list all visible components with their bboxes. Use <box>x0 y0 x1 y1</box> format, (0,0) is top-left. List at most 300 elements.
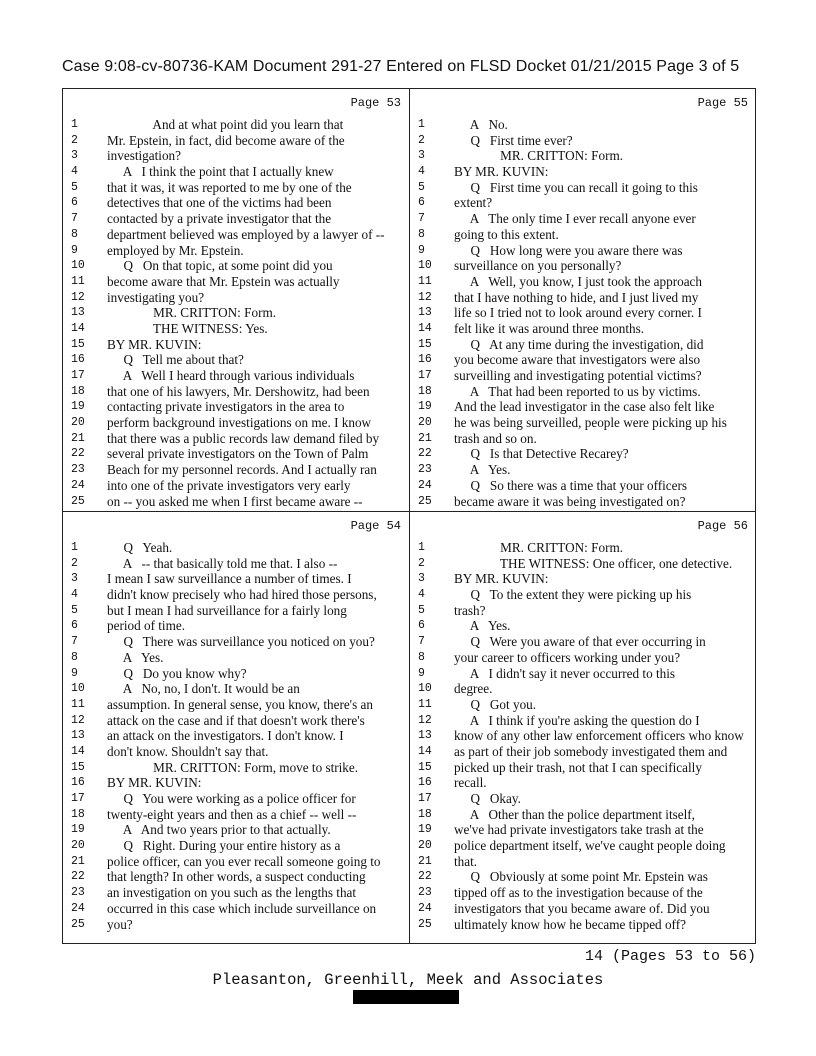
transcript-line <box>63 869 409 885</box>
line-text: Q First time you can recall it going to this <box>454 179 698 195</box>
line-number: 20 <box>418 416 432 430</box>
transcript-line <box>410 666 756 682</box>
transcript-line <box>410 290 756 306</box>
line-text: A I think if you're asking the question do I <box>454 712 700 728</box>
transcript-line <box>410 681 756 697</box>
line-text: A That had been reported to us by victims. <box>454 383 701 399</box>
court-reporter-firm: Pleasanton, Greenhill, Meek and Associates <box>212 971 604 989</box>
line-number: 23 <box>71 886 85 900</box>
line-text: And the lead investigator in the case also felt like <box>454 399 715 415</box>
transcript-line <box>410 305 756 321</box>
line-text: Q You were working as a police officer for <box>107 791 356 806</box>
transcript-line <box>63 744 409 760</box>
line-number: 8 <box>418 650 425 664</box>
transcript-line <box>410 838 756 854</box>
line-text: an attack on the investigators. I don't know. I <box>107 728 344 744</box>
line-number: 11 <box>418 697 432 711</box>
line-text: MR. CRITTON: Form. <box>454 148 624 164</box>
line-text: as part of their job somebody investigated them and <box>454 743 728 759</box>
transcript-line <box>410 571 756 587</box>
line-text: Q At any time during the investigation, did <box>454 336 704 352</box>
transcript-line <box>410 556 756 572</box>
line-text: A Other than the police department itself, <box>454 806 695 822</box>
transcript-line <box>410 603 756 619</box>
line-number: 19 <box>71 823 85 837</box>
transcript-line <box>63 650 409 666</box>
line-number: 7 <box>71 212 78 226</box>
line-text: A -- that basically told me that. I also -- <box>107 555 338 571</box>
line-text: didn't know precisely who had hired those persons, <box>107 587 377 603</box>
line-text: BY MR. KUVIN: <box>454 164 549 180</box>
line-text: Q Yeah. <box>107 540 173 555</box>
transcript-line <box>63 478 409 494</box>
line-number: 10 <box>418 259 432 273</box>
line-number: 1 <box>418 541 425 554</box>
line-number: 22 <box>71 870 85 884</box>
line-text: felt like it was around three months. <box>454 320 645 336</box>
line-number: 24 <box>418 478 432 492</box>
line-number: 4 <box>71 165 78 179</box>
line-text: police officer, can you ever recall someone going to <box>107 853 381 869</box>
line-text: Mr. Epstein, in fact, did become aware of the <box>107 132 345 148</box>
line-text: Q So there was a time that your officers <box>454 477 688 493</box>
line-number: 12 <box>71 713 85 727</box>
transcript-line <box>410 728 756 744</box>
line-number: 23 <box>418 886 432 900</box>
transcript-line <box>410 227 756 243</box>
line-number: 5 <box>418 603 425 617</box>
line-number: 17 <box>71 369 85 382</box>
line-number: 11 <box>71 274 85 288</box>
line-text: THE WITNESS: Yes. <box>107 320 268 336</box>
line-number: 25 <box>418 494 432 508</box>
line-number: 5 <box>418 180 425 194</box>
transcript-line <box>63 728 409 744</box>
transcript-line <box>410 384 756 400</box>
transcript-line <box>63 431 409 447</box>
line-text: perform background investigations on me. I know <box>107 415 372 431</box>
transcript-line <box>63 556 409 572</box>
line-number: 20 <box>418 839 432 853</box>
line-text: don't know. Shouldn't say that. <box>107 743 269 759</box>
line-text: A I think the point that I actually knew <box>107 164 334 180</box>
line-text: Q Got you. <box>454 696 537 712</box>
line-text: Q Right. During your entire history as a <box>107 838 341 854</box>
line-text: contacting private investigators in the area to <box>107 399 345 415</box>
line-number: 16 <box>418 776 432 790</box>
line-text: tipped off as to the investigation because of the <box>454 885 703 901</box>
line-text: investigators that you became aware of. Did you <box>454 900 710 916</box>
line-text: And at what point did you learn that <box>107 117 344 132</box>
line-text: Q Were you aware of that ever occurring in <box>454 634 706 650</box>
page-number: Page 54 <box>350 519 401 533</box>
transcript-line <box>410 854 756 870</box>
transcript-lines <box>410 117 756 509</box>
line-text: trash and so on. <box>454 430 537 446</box>
line-number: 3 <box>71 149 78 163</box>
line-number: 23 <box>71 463 85 477</box>
transcript-line <box>63 917 409 933</box>
line-number: 6 <box>418 619 425 633</box>
transcript-line <box>410 446 756 462</box>
transcript-line <box>410 352 756 368</box>
line-number: 17 <box>418 369 432 382</box>
transcript-line <box>63 384 409 400</box>
line-text: BY MR. KUVIN: <box>107 775 202 791</box>
line-number: 24 <box>418 901 432 915</box>
line-text: A Yes. <box>454 618 511 634</box>
line-number: 6 <box>71 196 78 210</box>
line-text: employed by Mr. Epstein. <box>107 242 244 258</box>
transcript-line <box>410 540 756 556</box>
line-text: Q Okay. <box>454 791 521 806</box>
line-number: 8 <box>71 227 78 241</box>
transcript-line <box>63 791 409 807</box>
line-text: investigating you? <box>107 289 205 305</box>
line-number: 2 <box>418 556 425 570</box>
page-number: Page 53 <box>350 96 401 110</box>
transcript-line <box>63 666 409 682</box>
line-number: 15 <box>418 337 432 351</box>
line-text: department believed was employed by a lawyer of -- <box>107 226 385 242</box>
transcript-line <box>410 148 756 164</box>
line-number: 18 <box>418 807 432 821</box>
line-number: 13 <box>418 306 432 320</box>
line-number: 17 <box>418 792 432 805</box>
line-text: surveilling and investigating potential victims? <box>454 368 702 383</box>
line-text: know of any other law enforcement officers who know <box>454 728 744 744</box>
line-text: recall. <box>454 775 487 791</box>
line-text: that there was a public records law demand filed by <box>107 430 380 446</box>
line-number: 16 <box>71 353 85 367</box>
transcript-line <box>410 760 756 776</box>
page-range: 14 (Pages 53 to 56) <box>584 948 756 965</box>
transcript-lines <box>410 540 756 932</box>
line-number: 15 <box>418 760 432 774</box>
transcript-line <box>63 901 409 917</box>
line-text: an investigation on you such as the lengths that <box>107 885 357 901</box>
transcript-grid <box>62 88 756 944</box>
line-text: that length? In other words, a suspect conducting <box>107 869 366 885</box>
line-text: Beach for my personnel records. And I actually ran <box>107 462 377 478</box>
line-number: 6 <box>418 196 425 210</box>
line-number: 3 <box>418 149 425 163</box>
transcript-line <box>63 760 409 776</box>
line-text: you become aware that investigators were also <box>454 352 701 368</box>
line-number: 2 <box>71 556 78 570</box>
transcript-lines <box>63 117 409 509</box>
transcript-line <box>63 634 409 650</box>
transcript-line <box>63 494 409 510</box>
line-number: 4 <box>71 588 78 602</box>
line-number: 1 <box>71 541 78 554</box>
line-number: 24 <box>71 901 85 915</box>
line-text: that one of his lawyers, Mr. Dershowitz, had been <box>107 383 370 399</box>
line-number: 15 <box>71 760 85 774</box>
transcript-line <box>410 195 756 211</box>
line-number: 25 <box>418 917 432 931</box>
transcript-line <box>63 148 409 164</box>
line-text: that. <box>454 853 478 869</box>
line-number: 21 <box>71 431 85 445</box>
line-text: Q To the extent they were picking up his <box>454 587 692 603</box>
transcript-line <box>410 869 756 885</box>
transcript-line <box>63 854 409 870</box>
line-number: 7 <box>418 635 425 649</box>
line-number: 16 <box>418 353 432 367</box>
transcript-page <box>63 512 409 934</box>
line-text: A No. <box>454 117 508 132</box>
line-number: 4 <box>418 588 425 602</box>
line-number: 19 <box>71 400 85 414</box>
transcript-line <box>63 274 409 290</box>
transcript-line <box>63 462 409 478</box>
line-text: occurred in this case which include surveillance on <box>107 900 377 916</box>
line-number: 12 <box>71 290 85 304</box>
line-text: MR. CRITTON: Form. <box>107 305 277 321</box>
line-text: Q There was surveillance you noticed on you? <box>107 634 375 650</box>
line-text: attack on the case and if that doesn't work there's <box>107 712 365 728</box>
transcript-line <box>410 478 756 494</box>
transcript-line <box>63 133 409 149</box>
transcript-lines <box>63 540 409 932</box>
line-number: 3 <box>418 572 425 586</box>
line-number: 2 <box>71 133 78 147</box>
transcript-line <box>410 321 756 337</box>
line-text: contacted by a private investigator that the <box>107 211 332 227</box>
line-number: 2 <box>418 133 425 147</box>
transcript-line <box>63 807 409 823</box>
transcript-line <box>63 227 409 243</box>
transcript-line <box>63 822 409 838</box>
transcript-line <box>410 744 756 760</box>
line-text: Q On that topic, at some point did you <box>107 258 333 274</box>
transcript-line <box>63 587 409 603</box>
line-number: 23 <box>418 463 432 477</box>
transcript-line <box>410 901 756 917</box>
transcript-line <box>63 415 409 431</box>
transcript-line <box>410 164 756 180</box>
line-text: investigation? <box>107 148 181 164</box>
line-number: 9 <box>418 666 425 680</box>
transcript-line <box>410 258 756 274</box>
transcript-line <box>410 791 756 807</box>
line-number: 9 <box>71 243 78 257</box>
line-number: 20 <box>71 839 85 853</box>
line-text: on -- you asked me when I first became aware -- <box>107 493 363 509</box>
transcript-line <box>63 305 409 321</box>
line-text: police department itself, we've caught people doing <box>454 838 726 854</box>
line-text: degree. <box>454 681 493 697</box>
line-number: 9 <box>71 666 78 680</box>
line-text: surveillance on you personally? <box>454 258 622 274</box>
line-text: A And two years prior to that actually. <box>107 822 331 838</box>
line-text: Q Is that Detective Recarey? <box>454 446 629 462</box>
transcript-line <box>410 368 756 384</box>
line-number: 5 <box>71 603 78 617</box>
line-number: 5 <box>71 180 78 194</box>
line-number: 7 <box>418 212 425 226</box>
line-number: 8 <box>71 650 78 664</box>
line-text: MR. CRITTON: Form. <box>454 540 624 555</box>
transcript-line <box>410 618 756 634</box>
transcript-line <box>410 462 756 478</box>
line-text: BY MR. KUVIN: <box>454 571 549 587</box>
line-number: 25 <box>71 917 85 931</box>
transcript-line <box>63 243 409 259</box>
line-number: 4 <box>418 165 425 179</box>
transcript-line <box>63 775 409 791</box>
line-number: 25 <box>71 494 85 508</box>
transcript-line <box>63 352 409 368</box>
line-number: 21 <box>418 854 432 868</box>
transcript-line <box>410 399 756 415</box>
line-text: I mean I saw surveillance a number of times. I <box>107 571 352 587</box>
line-text: A I didn't say it never occurred to this <box>454 665 676 681</box>
line-number: 8 <box>418 227 425 241</box>
line-text: period of time. <box>107 618 186 634</box>
transcript-line <box>63 195 409 211</box>
transcript-line <box>410 243 756 259</box>
line-text: life so I tried not to look around every corner. I <box>454 305 702 321</box>
line-text: Q How long were you aware there was <box>454 242 683 258</box>
transcript-line <box>63 446 409 462</box>
line-number: 18 <box>418 384 432 398</box>
line-text: extent? <box>454 195 493 211</box>
line-number: 11 <box>71 697 85 711</box>
line-number: 13 <box>71 729 85 743</box>
case-header: Case 9:08-cv-80736-KAM Document 291-27 Entered on FLSD Docket 01/21/2015 Page 3 of 5 <box>62 58 740 75</box>
line-text: trash? <box>454 602 486 618</box>
line-number: 14 <box>71 321 85 335</box>
transcript-page <box>63 89 409 511</box>
line-text: ultimately know how he became tipped off? <box>454 916 686 932</box>
line-text: that it was, it was reported to me by one of the <box>107 179 352 195</box>
line-number: 14 <box>418 321 432 335</box>
line-text: into one of the private investigators very early <box>107 477 351 493</box>
transcript-line <box>410 133 756 149</box>
line-number: 12 <box>418 290 432 304</box>
line-text: we've had private investigators take trash at the <box>454 822 704 838</box>
line-text: assumption. In general sense, you know, there's an <box>107 696 373 712</box>
transcript-page <box>410 89 756 511</box>
transcript-line <box>410 211 756 227</box>
line-number: 22 <box>71 447 85 461</box>
line-number: 14 <box>71 744 85 758</box>
line-number: 13 <box>418 729 432 743</box>
transcript-line <box>63 713 409 729</box>
line-text: but I mean I had surveillance for a fairly long <box>107 602 347 618</box>
transcript-line <box>410 917 756 933</box>
line-text: BY MR. KUVIN: <box>107 336 202 352</box>
transcript-line <box>410 180 756 196</box>
line-number: 12 <box>418 713 432 727</box>
line-number: 19 <box>418 823 432 837</box>
line-text: A Well I heard through various individuals <box>107 368 355 383</box>
transcript-line <box>410 807 756 823</box>
line-number: 10 <box>71 682 85 696</box>
line-number: 1 <box>418 118 425 131</box>
line-number: 18 <box>71 807 85 821</box>
page-number: Page 55 <box>697 96 748 110</box>
line-text: Q First time ever? <box>454 132 573 148</box>
line-text: that I have nothing to hide, and I just lived my <box>454 289 699 305</box>
transcript-line <box>63 321 409 337</box>
transcript-line <box>63 681 409 697</box>
transcript-line <box>63 180 409 196</box>
transcript-line <box>63 571 409 587</box>
redaction-bar <box>353 990 459 1004</box>
transcript-line <box>410 822 756 838</box>
line-number: 13 <box>71 306 85 320</box>
transcript-line <box>63 618 409 634</box>
transcript-line <box>63 885 409 901</box>
line-text: you? <box>107 916 133 932</box>
transcript-page <box>410 512 756 934</box>
line-number: 7 <box>71 635 78 649</box>
line-number: 24 <box>71 478 85 492</box>
transcript-line <box>63 368 409 384</box>
line-text: picked up their trash, not that I can specifically <box>454 759 702 775</box>
transcript-line <box>63 117 409 133</box>
line-text: THE WITNESS: One officer, one detective. <box>454 555 733 571</box>
transcript-line <box>63 211 409 227</box>
transcript-line <box>410 415 756 431</box>
transcript-line <box>63 290 409 306</box>
line-number: 19 <box>418 400 432 414</box>
transcript-line <box>63 258 409 274</box>
line-number: 15 <box>71 337 85 351</box>
line-number: 22 <box>418 447 432 461</box>
transcript-line <box>63 399 409 415</box>
line-number: 11 <box>418 274 432 288</box>
line-number: 10 <box>71 259 85 273</box>
transcript-line <box>410 494 756 510</box>
line-number: 18 <box>71 384 85 398</box>
line-text: A Yes. <box>107 649 164 665</box>
line-text: Q Tell me about that? <box>107 352 244 368</box>
transcript-line <box>410 650 756 666</box>
line-text: detectives that one of the victims had been <box>107 195 332 211</box>
transcript-line <box>410 885 756 901</box>
line-text: Q Do you know why? <box>107 665 247 681</box>
line-number: 20 <box>71 416 85 430</box>
line-number: 3 <box>71 572 78 586</box>
line-text: several private investigators on the Town of Palm <box>107 446 369 462</box>
line-number: 17 <box>71 792 85 805</box>
line-text: MR. CRITTON: Form, move to strike. <box>107 759 359 775</box>
transcript-line <box>410 117 756 133</box>
transcript-line <box>410 274 756 290</box>
page-number: Page 56 <box>697 519 748 533</box>
line-text: A Yes. <box>454 462 511 478</box>
line-number: 21 <box>418 431 432 445</box>
line-text: A The only time I ever recall anyone ever <box>454 211 696 227</box>
transcript-line <box>410 634 756 650</box>
line-number: 6 <box>71 619 78 633</box>
line-text: become aware that Mr. Epstein was actually <box>107 273 340 289</box>
transcript-line <box>410 713 756 729</box>
line-text: Q Obviously at some point Mr. Epstein was <box>454 869 708 885</box>
transcript-line <box>63 603 409 619</box>
transcript-line <box>63 337 409 353</box>
line-text: he was being surveilled, people were picking up his <box>454 415 727 431</box>
line-text: A Well, you know, I just took the approach <box>454 273 703 289</box>
line-text: A No, no, I don't. It would be an <box>107 681 300 697</box>
transcript-line <box>410 775 756 791</box>
transcript-line <box>63 697 409 713</box>
transcript-line <box>63 838 409 854</box>
